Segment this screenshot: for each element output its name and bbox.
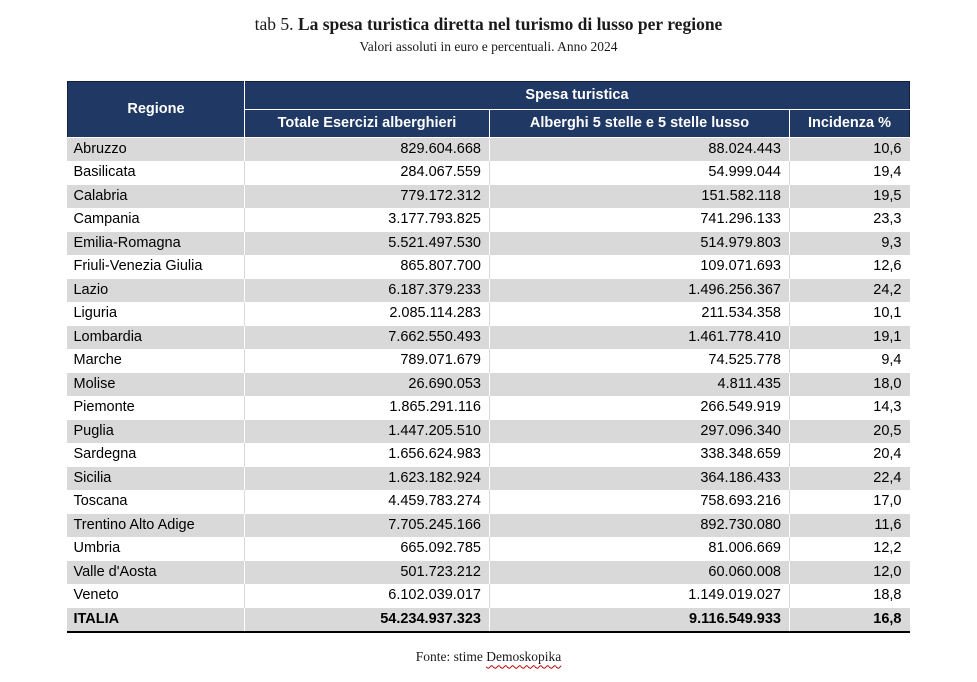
- page-title: [0, 14, 977, 36]
- luxury-spend-cell: 297.096.340: [489, 420, 789, 444]
- region-cell: Valle d'Aosta: [67, 561, 244, 585]
- region-cell: Emilia-Romagna: [67, 232, 244, 256]
- source-name: Demoskopika: [486, 649, 562, 665]
- total-spend-cell: 7.662.550.493: [244, 326, 489, 350]
- total-spend-cell: 6.102.039.017: [244, 584, 489, 608]
- table-row: [67, 302, 909, 326]
- table-row: [67, 514, 909, 538]
- region-cell: Sardegna: [67, 443, 244, 467]
- total-spend-cell: 7.705.245.166: [244, 514, 489, 538]
- table-row: [67, 443, 909, 467]
- incidence-cell: 9,4: [789, 349, 909, 373]
- region-cell: Piemonte: [67, 396, 244, 420]
- total-spend-cell: 54.234.937.323: [244, 608, 489, 633]
- region-cell: Lombardia: [67, 326, 244, 350]
- title-main: La spesa turistica diretta nel turismo di lusso per regione: [297, 14, 723, 34]
- incidence-cell: 18,0: [789, 373, 909, 397]
- table-row: [67, 232, 909, 256]
- table-row: [67, 490, 909, 514]
- incidence-cell: 10,6: [789, 137, 909, 161]
- region-cell: Abruzzo: [67, 137, 244, 161]
- region-cell: Liguria: [67, 302, 244, 326]
- total-spend-cell: 4.459.783.274: [244, 490, 489, 514]
- table-body: [67, 137, 909, 632]
- luxury-spend-cell: 9.116.549.933: [489, 608, 789, 633]
- luxury-spend-cell: 266.549.919: [489, 396, 789, 420]
- luxury-spend-cell: 74.525.778: [489, 349, 789, 373]
- table-row: [67, 185, 909, 209]
- luxury-spend-cell: 60.060.008: [489, 561, 789, 585]
- source-note: [0, 649, 977, 665]
- title-prefix: tab 5.: [254, 14, 294, 34]
- total-spend-cell: 1.447.205.510: [244, 420, 489, 444]
- luxury-spend-cell: 88.024.443: [489, 137, 789, 161]
- table-row: [67, 161, 909, 185]
- luxury-spend-cell: 741.296.133: [489, 208, 789, 232]
- table-row: [67, 373, 909, 397]
- region-cell: Toscana: [67, 490, 244, 514]
- incidence-cell: 11,6: [789, 514, 909, 538]
- table-row: [67, 137, 909, 161]
- luxury-spend-cell: 54.999.044: [489, 161, 789, 185]
- column-header-totale-esercizi: Totale Esercizi alberghieri: [244, 109, 489, 137]
- incidence-cell: 14,3: [789, 396, 909, 420]
- total-spend-cell: 865.807.700: [244, 255, 489, 279]
- region-cell: Molise: [67, 373, 244, 397]
- region-cell: Calabria: [67, 185, 244, 209]
- luxury-spend-cell: 211.534.358: [489, 302, 789, 326]
- incidence-cell: 20,4: [789, 443, 909, 467]
- region-cell: Campania: [67, 208, 244, 232]
- total-spend-cell: 779.172.312: [244, 185, 489, 209]
- luxury-spend-cell: 1.496.256.367: [489, 279, 789, 303]
- incidence-cell: 12,2: [789, 537, 909, 561]
- total-spend-cell: 1.623.182.924: [244, 467, 489, 491]
- column-group-header-spesa-turistica: Spesa turistica: [244, 81, 909, 109]
- luxury-spend-cell: 1.149.019.027: [489, 584, 789, 608]
- total-spend-cell: 284.067.559: [244, 161, 489, 185]
- spesa-turistica-table: [67, 81, 910, 634]
- incidence-cell: 19,5: [789, 185, 909, 209]
- incidence-cell: 19,1: [789, 326, 909, 350]
- luxury-spend-cell: 4.811.435: [489, 373, 789, 397]
- luxury-spend-cell: 151.582.118: [489, 185, 789, 209]
- total-spend-cell: 1.656.624.983: [244, 443, 489, 467]
- incidence-cell: 9,3: [789, 232, 909, 256]
- total-spend-cell: 2.085.114.283: [244, 302, 489, 326]
- region-cell: Lazio: [67, 279, 244, 303]
- luxury-spend-cell: 364.186.433: [489, 467, 789, 491]
- table-row: [67, 396, 909, 420]
- luxury-spend-cell: 81.006.669: [489, 537, 789, 561]
- region-cell: Sicilia: [67, 467, 244, 491]
- page-subtitle: Valori assoluti in euro e percentuali. Anno 2024: [359, 38, 618, 54]
- incidence-cell: 19,4: [789, 161, 909, 185]
- region-cell: Trentino Alto Adige: [67, 514, 244, 538]
- total-spend-cell: 789.071.679: [244, 349, 489, 373]
- total-spend-cell: 5.521.497.530: [244, 232, 489, 256]
- incidence-cell: 22,4: [789, 467, 909, 491]
- luxury-spend-cell: 758.693.216: [489, 490, 789, 514]
- table-row: [67, 467, 909, 491]
- incidence-cell: 17,0: [789, 490, 909, 514]
- total-spend-cell: 501.723.212: [244, 561, 489, 585]
- table-row: [67, 561, 909, 585]
- total-spend-cell: 26.690.053: [244, 373, 489, 397]
- incidence-cell: 12,0: [789, 561, 909, 585]
- source-prefix: Fonte: stime: [415, 649, 483, 665]
- luxury-spend-cell: 892.730.080: [489, 514, 789, 538]
- incidence-cell: 20,5: [789, 420, 909, 444]
- table-row: [67, 255, 909, 279]
- incidence-cell: 10,1: [789, 302, 909, 326]
- total-spend-cell: 665.092.785: [244, 537, 489, 561]
- incidence-cell: 16,8: [789, 608, 909, 633]
- luxury-spend-cell: 1.461.778.410: [489, 326, 789, 350]
- luxury-spend-cell: 109.071.693: [489, 255, 789, 279]
- header-group-row: [67, 81, 909, 109]
- table-header: [67, 81, 909, 137]
- column-header-regione: Regione: [67, 81, 244, 137]
- incidence-cell: 12,6: [789, 255, 909, 279]
- table-row: [67, 537, 909, 561]
- region-cell: Friuli-Venezia Giulia: [67, 255, 244, 279]
- region-cell: Marche: [67, 349, 244, 373]
- total-spend-cell: 3.177.793.825: [244, 208, 489, 232]
- incidence-cell: 18,8: [789, 584, 909, 608]
- incidence-cell: 24,2: [789, 279, 909, 303]
- table-row: [67, 279, 909, 303]
- region-cell: Veneto: [67, 584, 244, 608]
- region-cell: Basilicata: [67, 161, 244, 185]
- column-header-alberghi-5-stelle: Alberghi 5 stelle e 5 stelle lusso: [489, 109, 789, 137]
- table-row: [67, 349, 909, 373]
- region-cell: Umbria: [67, 537, 244, 561]
- total-spend-cell: 829.604.668: [244, 137, 489, 161]
- table-row: [67, 208, 909, 232]
- table-row: [67, 326, 909, 350]
- incidence-cell: 23,3: [789, 208, 909, 232]
- table-total-row: [67, 608, 909, 633]
- total-spend-cell: 1.865.291.116: [244, 396, 489, 420]
- table-row: [67, 584, 909, 608]
- region-cell: ITALIA: [67, 608, 244, 633]
- luxury-spend-cell: 338.348.659: [489, 443, 789, 467]
- column-header-incidenza: Incidenza %: [789, 109, 909, 137]
- region-cell: Puglia: [67, 420, 244, 444]
- total-spend-cell: 6.187.379.233: [244, 279, 489, 303]
- table-row: [67, 420, 909, 444]
- luxury-spend-cell: 514.979.803: [489, 232, 789, 256]
